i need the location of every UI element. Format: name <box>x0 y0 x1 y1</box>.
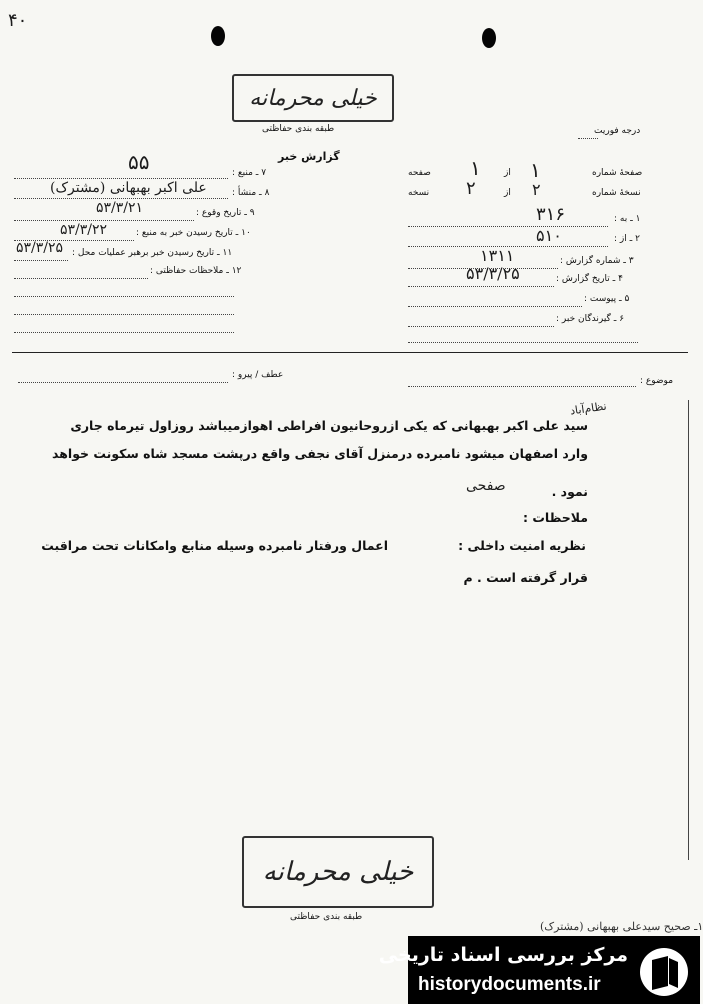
event-date-line <box>14 220 194 221</box>
opinion-label: نظریه امنیت داخلی : <box>458 538 586 553</box>
urgency-line <box>578 138 598 139</box>
to-line <box>408 226 608 227</box>
archive-url[interactable]: historydocuments.ir <box>418 974 601 995</box>
report-date-label: ۴ ـ تاریخ گزارش : <box>556 274 623 284</box>
received-ops-value: ۵۳/۳/۲۵ <box>16 240 64 256</box>
body-line-2: وارد اصفهان میشود نامبرده درمنزل آقای نجفی واقع درپشت مسجد شاه سکونت خواهد <box>52 446 588 461</box>
attachment-label: ۵ ـ پیوست : <box>584 294 630 304</box>
opinion-line-1: اعمال ورفتار نامبرده وسیله منابع وامکانات تحت مراقبت <box>41 538 388 553</box>
source-value: ۵۵ <box>128 150 150 174</box>
from-value: ۵۱۰ <box>536 226 562 245</box>
report-title: گزارش خبر <box>278 150 340 163</box>
page-no-value: ۱ <box>530 158 541 182</box>
to-label: ۱ ـ به : <box>614 214 641 224</box>
archive-logo-icon <box>638 946 690 998</box>
body-line-1: سید علی اکبر بهبهانی که یکی ازروحانیون افراطی اهوازمیباشد روزاول تیرماه جاری <box>70 418 588 433</box>
punch-hole-left <box>211 26 225 46</box>
recipients-label: ۶ ـ گیرندگان خبر : <box>556 314 625 324</box>
reference-line <box>18 382 228 383</box>
stamp-text: خیلی محرمانه <box>249 85 377 111</box>
urgency-label: درجه فوریت <box>594 126 641 136</box>
notes-line-1 <box>14 278 148 279</box>
subject-line <box>408 386 636 387</box>
notes-line-3 <box>14 314 234 315</box>
remarks-label: ملاحظات : <box>522 510 588 525</box>
punch-hole-right <box>482 28 496 48</box>
origin-value: علی اکبر بهبهانی (مشترک) <box>50 180 207 196</box>
event-date-label: ۹ ـ تاریخ وقوع : <box>196 208 255 218</box>
origin-label: ۸ ـ منشأ : <box>232 188 270 198</box>
recipients-line-1 <box>408 326 554 327</box>
margin-line <box>688 400 689 860</box>
recipients-line-2 <box>408 342 638 343</box>
body-line-3: نمود . <box>551 484 588 499</box>
classification-stamp-top <box>232 74 394 122</box>
stamp-text: خیلی محرمانه <box>262 857 414 887</box>
opinion-line-2: قرار گرفته است . م <box>463 570 588 585</box>
event-date-value: ۵۳/۳/۲۱ <box>96 200 144 216</box>
bottom-left-note: ۱ـ صحیح سیدعلی بهبهانی (مشترک) <box>540 920 703 933</box>
classification-stamp-bottom <box>242 836 434 908</box>
report-no-value: ۱۳۱۱ <box>480 246 515 265</box>
attachment-line <box>408 306 582 307</box>
page-number: ۴۰ <box>8 10 28 31</box>
reference-label: عطف / پیرو : <box>232 370 284 380</box>
notes-line-4 <box>14 332 234 333</box>
page-no-of: از <box>504 168 511 178</box>
classification-caption-top: طبقه بندی حفاظتی <box>262 124 335 134</box>
copy-no-total: ۲ <box>466 178 476 199</box>
copy-no-of: از <box>504 188 511 198</box>
to-value: ۳۱۶ <box>536 204 566 225</box>
notes-label: ۱۲ ـ ملاحظات حفاظتی : <box>150 266 242 276</box>
source-line <box>14 178 228 179</box>
archive-title: مرکز بررسی اسناد تاریخی <box>378 944 628 966</box>
subject-margin-note: نظام‌آباد <box>569 399 608 418</box>
report-date-value: ۵۳/۳/۲۵ <box>466 264 520 283</box>
copy-no-value: ۲ <box>532 180 541 199</box>
report-no-label: ۳ ـ شماره گزارش : <box>560 256 634 266</box>
received-source-value: ۵۳/۳/۲۲ <box>60 222 108 238</box>
received-ops-label: ۱۱ ـ تاریخ رسیدن خبر برهبر عملیات محل : <box>72 248 233 258</box>
signature-note: صفحی <box>466 478 506 494</box>
classification-caption-bottom: طبقه بندی حفاظتی <box>290 912 363 922</box>
received-ops-line <box>14 260 68 261</box>
origin-line <box>14 198 228 199</box>
from-label: ۲ ـ از : <box>614 234 640 244</box>
page-no-label: صفحهٔ شماره <box>592 168 643 178</box>
subject-label: موضوع : <box>640 376 674 386</box>
archive-footer <box>378 936 700 1004</box>
copy-no-unit: نسخه <box>408 188 430 198</box>
received-source-label: ۱۰ ـ تاریخ رسیدن خبر به منبع : <box>136 228 251 238</box>
page-no-unit: صفحه <box>408 168 431 178</box>
page-no-total: ۱ <box>470 156 481 180</box>
header-divider <box>12 352 688 353</box>
notes-line-2 <box>14 296 234 297</box>
copy-no-label: نسخهٔ شماره <box>592 188 641 198</box>
source-label: ۷ ـ منبع : <box>232 168 267 178</box>
report-date-line <box>408 286 554 287</box>
